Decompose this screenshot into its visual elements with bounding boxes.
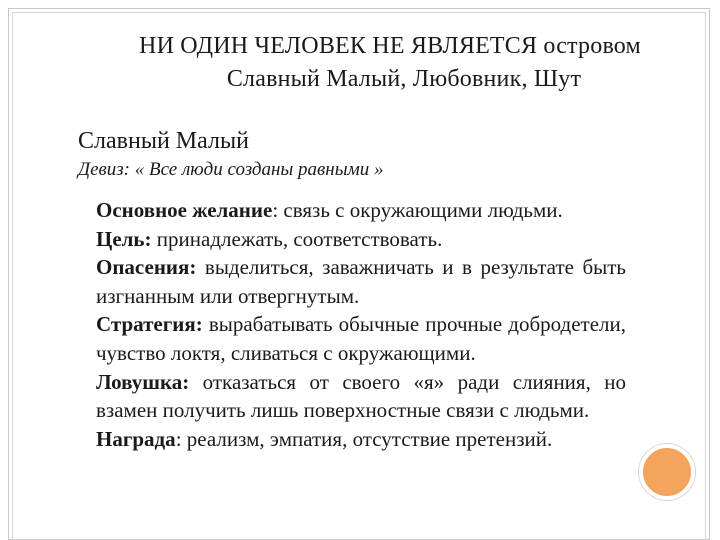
item-label: Основное желание	[96, 198, 273, 222]
item-label: Цель:	[96, 226, 152, 251]
archetype-description	[96, 196, 626, 453]
item-desire	[96, 196, 626, 225]
item-separator: :	[272, 198, 284, 222]
item-text: выделиться, заважничать и в результате быть изгнанным или отвергнутым.	[96, 255, 626, 308]
item-text: отказаться от своего «я» ради слияния, но взамен получить лишь поверхностные связи с людьми.	[96, 369, 626, 423]
title-line-2: Славный Малый, Любовник, Шут	[226, 66, 582, 92]
item-separator: :	[175, 426, 187, 451]
slide-title	[20, 30, 700, 96]
item-label: Ловушка:	[96, 369, 190, 394]
item-separator	[196, 255, 205, 279]
section-heading: Славный Малый	[78, 128, 249, 154]
item-text: вырабатывать обычные прочные добродетели, чувство локтя, сливаться с окружающими.	[96, 312, 626, 365]
item-label: Стратегия:	[96, 312, 203, 337]
item-trap	[96, 368, 626, 425]
item-strategy	[96, 310, 626, 367]
item-text: принадлежать, соответствовать.	[156, 226, 443, 251]
title-line-1: НИ ОДИН ЧЕЛОВЕК НЕ ЯВЛЯЕТСЯ островом	[139, 33, 641, 59]
item-label: Опасения:	[96, 255, 197, 280]
item-reward	[96, 425, 626, 454]
item-label: Награда	[96, 426, 176, 451]
item-text: реализм, эмпатия, отсутствие претензий.	[186, 426, 553, 451]
item-goal	[96, 225, 626, 254]
decorative-circle	[639, 444, 695, 500]
section-motto: Девиз: « Все люди созданы равными »	[78, 159, 384, 180]
item-separator	[189, 370, 202, 394]
item-text: связь с окружающими людьми.	[283, 198, 563, 222]
item-fears	[96, 253, 626, 310]
